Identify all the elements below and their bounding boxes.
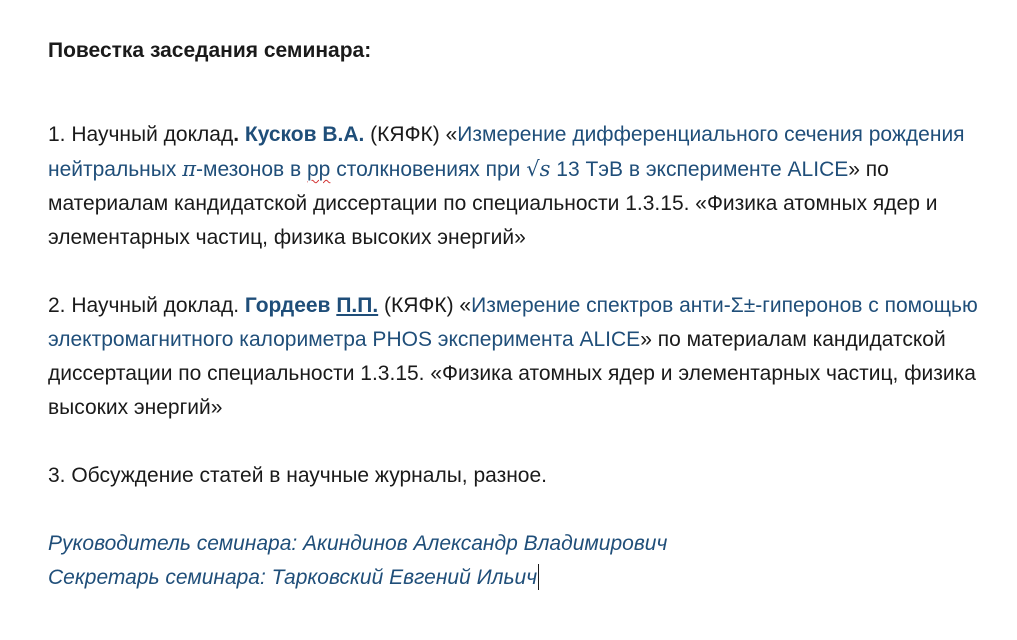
agenda-item-1 — [48, 118, 978, 255]
spacer — [48, 68, 978, 118]
item-1-rest: » по материалам кандидатской диссертации по специальности 1.3.15. «Физика атомных ядер и элементарных частиц, физика высоких энергий» — [48, 158, 938, 249]
seminar-secretary-signature — [48, 561, 978, 595]
item-1-title-b: -мезонов в — [196, 158, 307, 181]
item-1-title-c: столкновениях при — [330, 158, 527, 181]
spacer — [48, 255, 978, 289]
item-1-pi-symbol: π — [182, 157, 197, 181]
item-2-affiliation: (КЯФК) « — [378, 294, 472, 317]
item-2-title: Измерение спектров анти-Σ±-гиперонов с помощью электромагнитного калориметра PHOS эксперимента ALICE — [48, 294, 978, 351]
item-1-sqrt-symbol: √ — [526, 157, 540, 181]
item-1-title-a: Измерение дифференциального сечения рождения нейтральных — [48, 123, 965, 181]
item-2-prefix: 2. Научный доклад. — [48, 294, 245, 317]
item-1-affiliation: (КЯФК) « — [364, 123, 458, 146]
spacer — [48, 425, 978, 459]
item-1-prefix: 1. Научный доклад — [48, 123, 234, 146]
item-2-speaker-surname: Гордеев — [244, 294, 337, 317]
seminar-head-signature: Руководитель семинара: Акиндинов Александр Владимирович — [48, 532, 668, 555]
document-body[interactable] — [48, 34, 978, 595]
item-2-rest: » по материалам кандидатской диссертации по специальности 1.3.15. «Физика атомных ядер и элементарных частиц, физика высоких энергий» — [48, 328, 976, 419]
item-1-pp-spellcheck: pp — [307, 158, 331, 181]
item-1-title-d: 13 ТэВ в эксперименте ALICE — [550, 158, 849, 181]
item-1-speaker: Кусков В.А. — [239, 123, 365, 146]
agenda-heading: Повестка заседания семинара: — [48, 39, 372, 62]
agenda-item-3: 3. Обсуждение статей в научные журналы, разное. — [48, 464, 547, 487]
item-2-speaker-initials: П.П. — [336, 294, 379, 317]
text-cursor — [538, 564, 539, 590]
item-1-dot: . — [233, 123, 240, 146]
agenda-item-2 — [48, 289, 978, 425]
secretary-text: Секретарь семинара: Тарковский Евгений Ильич — [48, 566, 538, 589]
spacer — [48, 493, 978, 527]
item-1-s-symbol: s — [539, 157, 551, 181]
